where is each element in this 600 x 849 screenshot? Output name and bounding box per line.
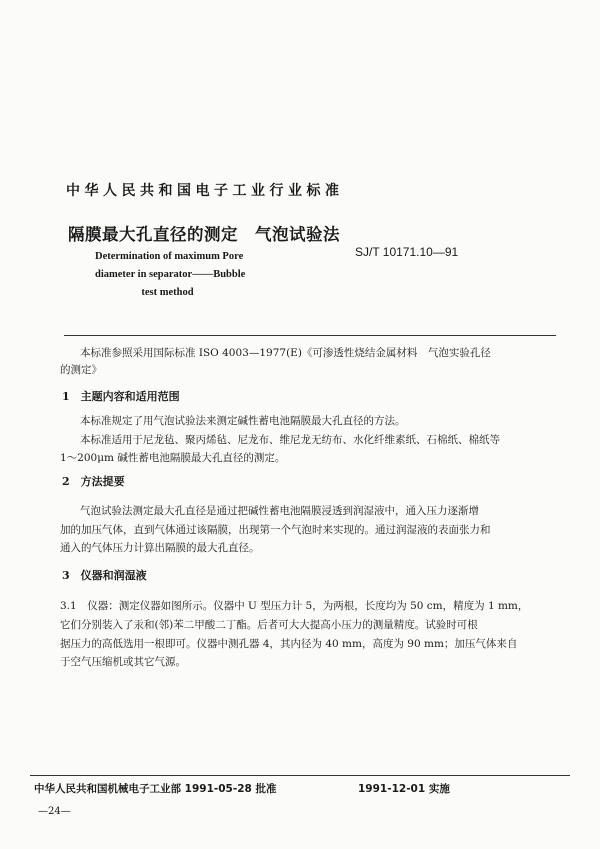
section-heading: 1 主题内容和适用范围: [62, 390, 180, 403]
implementation-text: 1991-12-01 实施: [358, 783, 450, 795]
english-title-line: test method: [141, 287, 194, 298]
intro-line: 的测定》: [60, 364, 102, 376]
body-line: 气泡试验法测定最大孔直径是通过把碱性蓄电池隔膜浸透到润湿液中，通入压力逐渐增: [80, 505, 479, 517]
body-line: 加的加压气体，直到气体通过该隔膜，出现第一个气泡时来实现的。通过润湿液的表面张力和: [60, 524, 491, 536]
body-line: 1～200μm 碱性蓄电池隔膜最大孔直径的测定。: [60, 452, 286, 464]
standard-code: SJ/T 10171.10—91: [355, 245, 459, 259]
body-line: 本标准规定了用气泡试验法来测定碱性蓄电池隔膜最大孔直径的方法。: [80, 415, 406, 427]
body-line: 3.1 仪器：测定仪器如图所示。仪器中 U 型压力计 5，为两根，长度均为 50 cm，精度为 1 mm，: [60, 600, 529, 612]
footer-rule: [30, 775, 570, 776]
standard-type: 中华人民共和国电子工业行业标准: [66, 183, 344, 199]
document-title: 隔膜最大孔直径的测定 气泡试验法: [68, 225, 340, 244]
body-line: 本标准适用于尼龙毡、聚丙烯毡、尼龙布、维尼龙无纺布、水化纤维素纸、石棉纸、棉纸等: [80, 434, 500, 446]
header-rule: [64, 335, 556, 336]
body-line: 它们分别装入了汞和(邻)苯二甲酸二丁酯。后者可大大提高小压力的测量精度。试验时可根: [60, 619, 478, 631]
approval-text: 中华人民共和国机械电子工业部 1991-05-28 批准: [34, 783, 277, 795]
body-line: 据压力的高低选用一根即可。仪器中测孔器 4，其内径为 40 mm，高度为 90 mm；加压气体来自: [60, 638, 518, 650]
body-line: 于空气压缩机或其它气源。: [60, 656, 186, 668]
english-title-line: Determination of maximum Pore: [95, 251, 244, 262]
english-title-line: diameter in separator——Bubble: [95, 269, 246, 280]
page-number: —24—: [38, 806, 71, 817]
body-line: 通入的气体压力计算出隔膜的最大孔直径。: [60, 542, 260, 554]
section-heading: 3 仪器和润湿液: [62, 569, 147, 582]
intro-line: 本标准参照采用国际标准 ISO 4003—1977(E)《可渗透性烧结金属材料 气泡实验孔径: [80, 347, 491, 359]
section-heading: 2 方法提要: [62, 475, 125, 488]
